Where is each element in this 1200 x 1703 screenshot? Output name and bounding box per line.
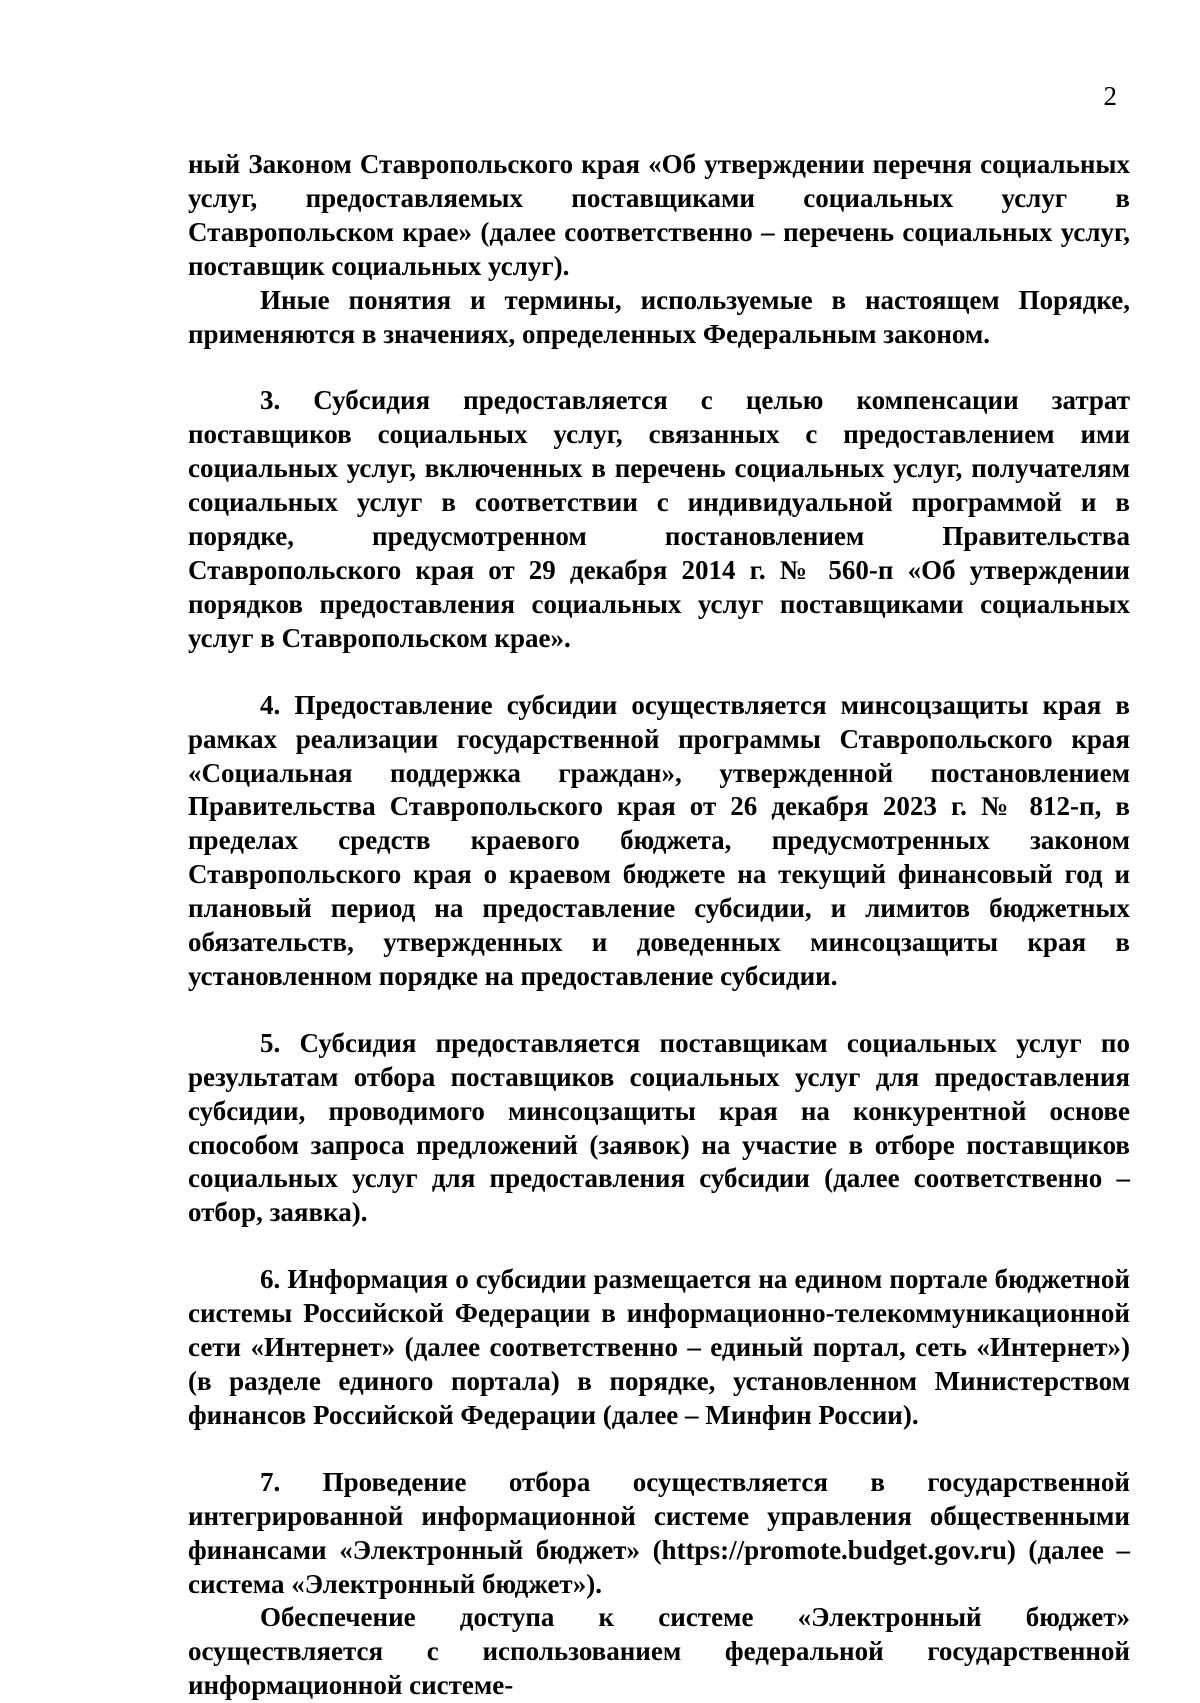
paragraph-item-7: 7. Проведение отбора осуществляется в государственной интегрированной информационной системе управления общественными финансами «Электронный бюджет» (https://promote.budget.gov.ru) (далее – система «Электронный бюджет»). [188,1466,1130,1599]
page-number: 2 [1103,81,1117,111]
paragraph-access: Обеспечение доступа к системе «Электронный бюджет» осуществляется с использованием федеральной государственной информационной системе- [188,1602,1130,1701]
paragraph-item-5: 5. Субсидия предоставляется поставщикам социальных услуг по результатам отбора поставщиков социальных услуг для предоставления субсидии, проводимого минсоцзащиты края на конкурентной основе способом запроса предложений (заявок) на участие в отборе поставщиков социальных услуг для предоставления субсидии (далее соответственно – отбор, заявка). [188,1027,1130,1228]
document-body [188,148,1130,1703]
paragraph-terms: Иные понятия и термины, используемые в настоящем Порядке, применяются в значениях, определенных Федеральным законом. [188,284,1130,349]
paragraph-item-4: 4. Предоставление субсидии осуществляется минсоцзащиты края в рамках реализации государственной программы Ставропольского края «Социальная поддержка граждан», утвержденной постановлением Правительства Ставропольского края от 26 декабря 2023 г. № 812-п, в пределах средств краевого бюджета, предусмотренных законом Ставропольского края о краевом бюджете на текущий финансовый год и плановый период на предоставление субсидии, и лимитов бюджетных обязательств, утвержденных и доведенных минсоцзащиты края в установленном порядке на предоставление субсидии. [188,689,1130,991]
paragraph-continuation: ный Законом Ставропольского края «Об утверждении перечня социальных услуг, предоставляемых поставщиками социальных услуг в Ставропольском крае» (далее соответственно – перечень социальных услуг, поставщик социальных услуг). [188,149,1130,281]
paragraph-item-3: 3. Субсидия предоставляется с целью компенсации затрат поставщиков социальных услуг, связанных с предоставлением ими социальных услуг, включенных в перечень социальных услуг, получателям социальных услуг в соответствии с индивидуальной программой и в порядке, предусмотренном постановлением Правительства Ставропольского края от 29 декабря 2014 г. № 560-п «Об утверждении порядков предоставления социальных услуг поставщиками социальных услуг в Ставропольском крае». [188,385,1130,653]
paragraph-item-6: 6. Информация о субсидии размещается на едином портале бюджетной системы Российской Федерации в информационно-телекоммуникационной сети «Интернет» (далее соответственно – единый портал, сеть «Интернет») (в разделе единого портала) в порядке, установленном Министерством финансов Российской Федерации (далее – Минфин России). [188,1264,1130,1430]
